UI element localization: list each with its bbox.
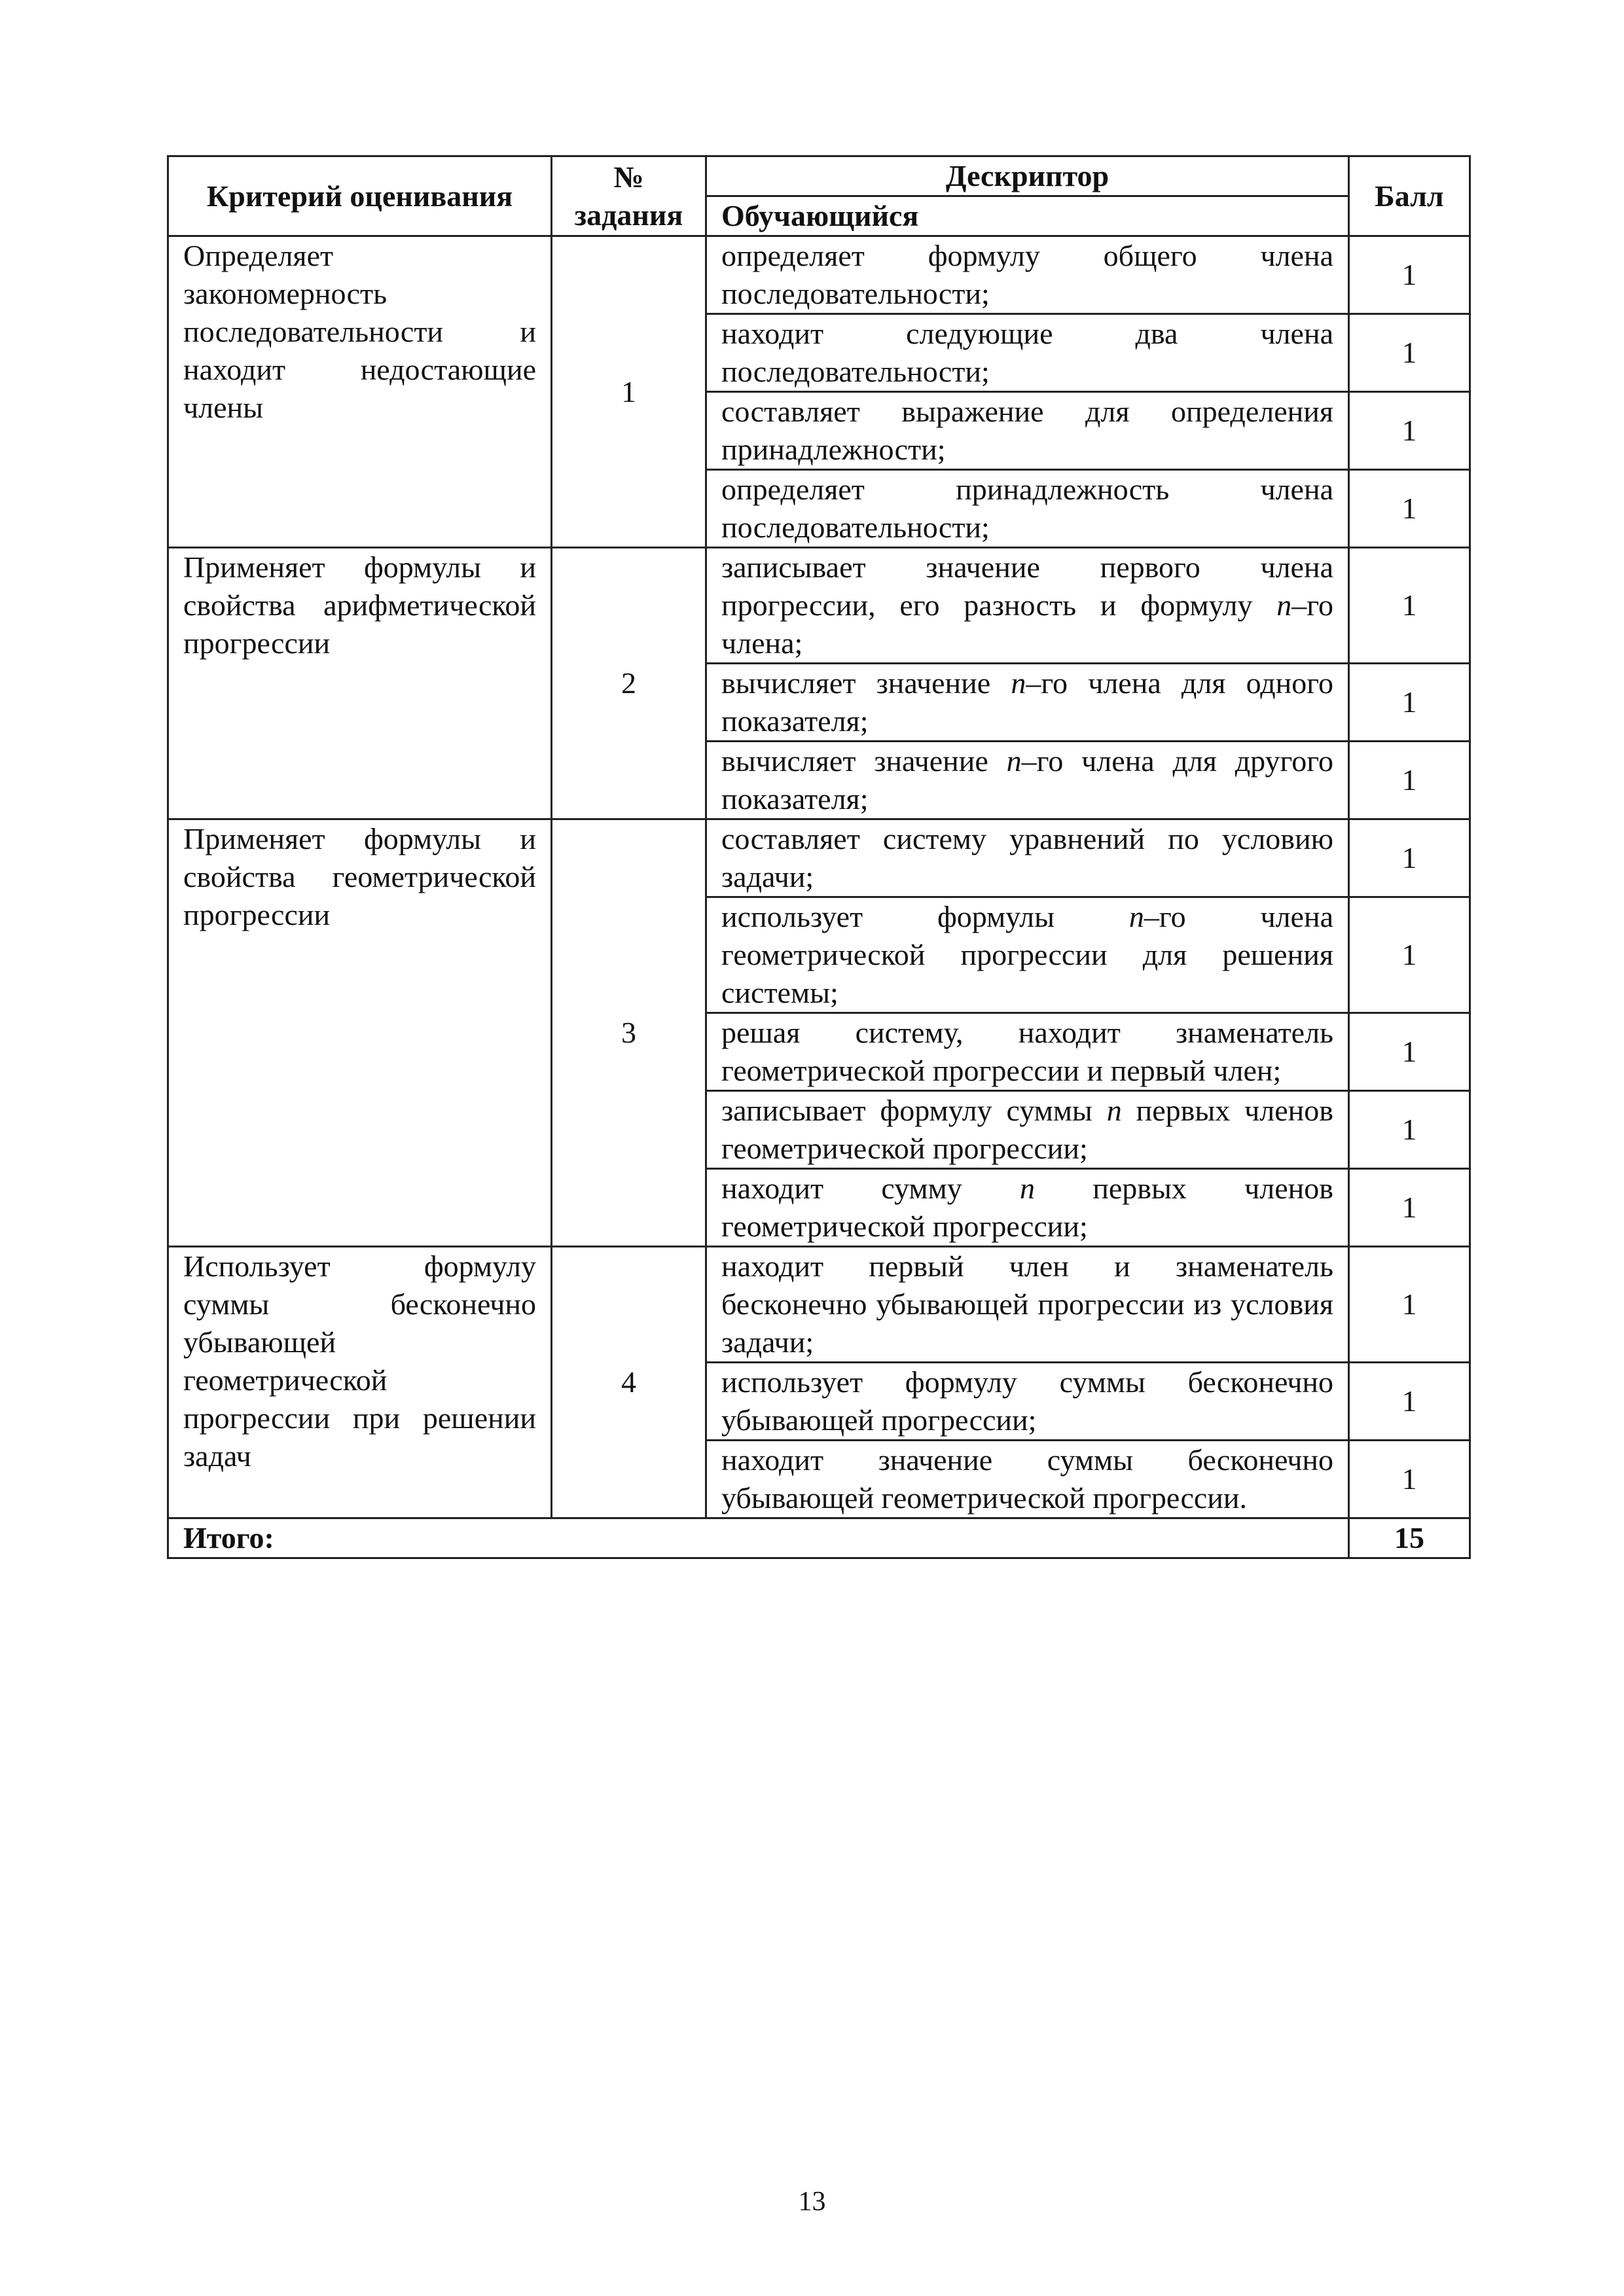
descriptor-cell: составляет выражение для определения принадлежности; [706,392,1349,470]
descriptor-text: находит сумму [721,1172,1020,1205]
descriptor-text: записывает значение первого члена прогрессии, его разность и формулу [721,550,1333,622]
score-cell: 1 [1349,664,1470,742]
table-row [168,1247,1470,1363]
task-number-cell: 3 [552,819,706,1247]
descriptor-text: –го члена для одного показателя; [721,666,1334,738]
descriptor-text: –го члена; [721,588,1333,660]
math-variable-n: n [1011,666,1026,700]
math-variable-n: n [1020,1172,1035,1205]
score-cell: 1 [1349,314,1470,392]
task-number-cell: 2 [552,548,706,819]
table-row [168,819,1470,897]
task-number-sign: № [613,160,644,194]
score-cell: 1 [1349,1247,1470,1363]
descriptor-cell [706,742,1349,819]
total-label: Итого: [168,1518,1349,1558]
descriptor-cell: находит следующие два члена последовательности; [706,314,1349,392]
table-row [168,548,1470,664]
descriptor-cell: решая систему, находит знаменатель геометрической прогрессии и первый член; [706,1013,1349,1091]
task-number-cell: 4 [552,1247,706,1518]
rubric-body [168,156,1470,1558]
math-variable-n: n [1276,588,1292,622]
math-variable-n: n [1006,744,1022,778]
score-cell: 1 [1349,548,1470,664]
total-score: 15 [1349,1518,1470,1558]
total-row [168,1518,1470,1558]
score-cell: 1 [1349,819,1470,897]
score-header: Балл [1349,156,1470,236]
descriptor-cell: использует формулу суммы бесконечно убывающей прогрессии; [706,1363,1349,1441]
descriptor-cell: находит значение суммы бесконечно убывающей геометрической прогрессии. [706,1441,1349,1518]
task-number-label: задания [574,198,683,232]
header-row [168,156,1470,196]
assessment-rubric-table [167,155,1471,1559]
descriptor-cell: составляет систему уравнений по условию задачи; [706,819,1349,897]
criterion-header: Критерий оценивания [168,156,552,236]
descriptor-cell: определяет формулу общего члена последовательности; [706,236,1349,314]
descriptor-cell [706,664,1349,742]
descriptor-text: первых членов геометрической прогрессии; [721,1094,1333,1165]
score-cell: 1 [1349,1363,1470,1441]
table-row [168,236,1470,314]
descriptor-cell [706,897,1349,1013]
score-cell: 1 [1349,1091,1470,1169]
criterion-cell: Применяет формулы и свойства геометрической прогрессии [168,819,552,1247]
descriptor-cell [706,548,1349,664]
score-cell: 1 [1349,897,1470,1013]
score-cell: 1 [1349,1169,1470,1247]
task-number-cell: 1 [552,236,706,548]
descriptor-text: вычисляет значение [721,666,1011,700]
score-cell: 1 [1349,1441,1470,1518]
learner-subheader: Обучающийся [706,196,1349,236]
score-cell: 1 [1349,392,1470,470]
criterion-cell: Определяет закономерность последовательности и находит недостающие члены [168,236,552,548]
descriptor-cell [706,1169,1349,1247]
descriptor-text: первых членов геометрической прогрессии; [721,1172,1333,1243]
math-variable-n: n [1106,1094,1122,1127]
descriptor-text: вычисляет значение [721,744,1007,778]
math-variable-n: n [1128,900,1144,933]
score-cell: 1 [1349,236,1470,314]
descriptor-text: –го члена для другого показателя; [721,744,1333,816]
descriptor-header: Дескриптор [706,156,1349,196]
descriptor-cell: находит первый член и знаменатель бесконечно убывающей прогрессии из условия задачи; [706,1247,1349,1363]
descriptor-cell: определяет принадлежность члена последовательности; [706,470,1349,548]
criterion-cell: Применяет формулы и свойства арифметической прогрессии [168,548,552,819]
descriptor-text: –го члена геометрической прогрессии для решения системы; [721,900,1333,1009]
score-cell: 1 [1349,470,1470,548]
page-number: 13 [798,2187,826,2217]
score-cell: 1 [1349,742,1470,819]
descriptor-cell [706,1091,1349,1169]
descriptor-text: записывает формулу суммы [721,1094,1107,1127]
task-number-header [552,156,706,236]
descriptor-text: использует формулы [721,900,1129,933]
criterion-cell: Использует формулу суммы бесконечно убывающей геометрической прогрессии при решении задач [168,1247,552,1518]
score-cell: 1 [1349,1013,1470,1091]
